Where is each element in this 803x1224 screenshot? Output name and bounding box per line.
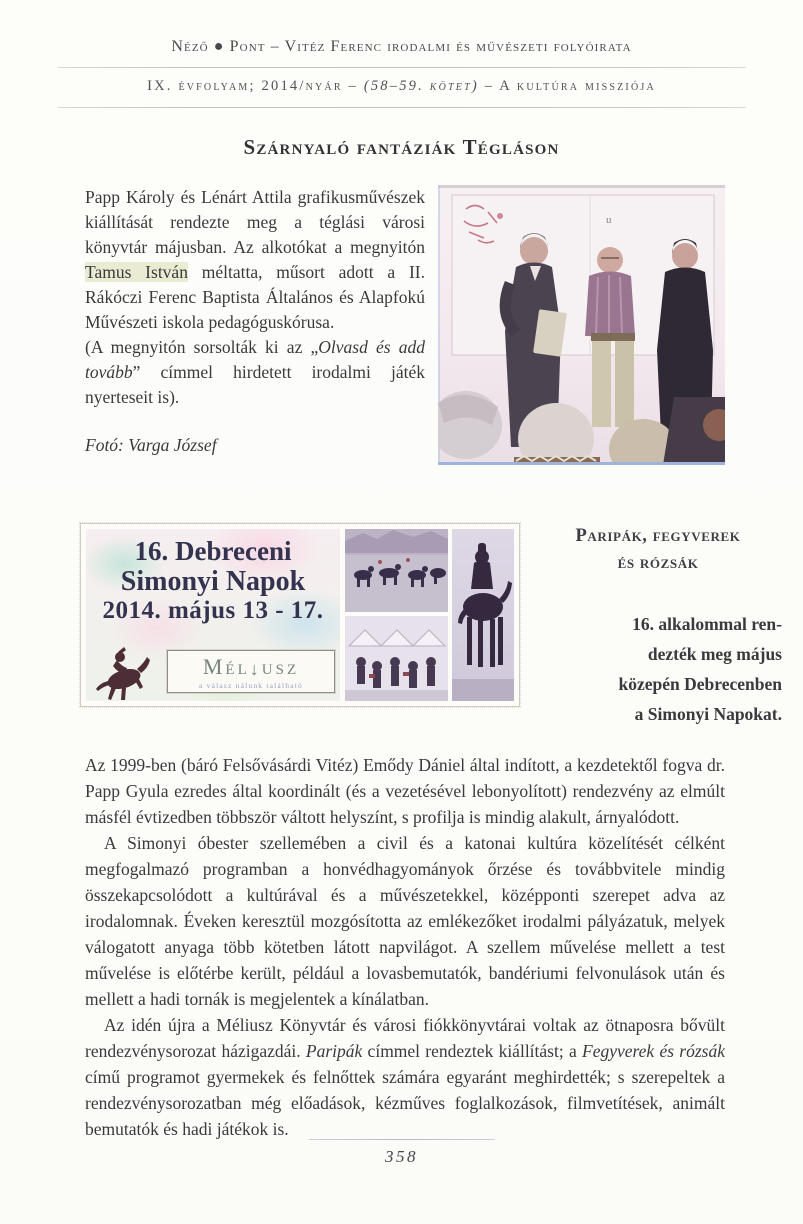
- article1-title: Szárnyaló fantáziák Tégláson: [243, 135, 560, 159]
- hussar-horseman-icon: [90, 645, 156, 701]
- page-footer: [0, 1139, 803, 1167]
- meliusz-arrow-icon: ↓: [249, 658, 262, 679]
- svg-text:u: u: [606, 214, 612, 226]
- journal-title: Néző ● Pont – Vitéz Ferenc irodalmi és művészeti folyóirata: [171, 38, 632, 55]
- meliusz-tagline: a válasz nálunk található: [199, 680, 303, 690]
- article2-paragraph-2: A Simonyi óbester szellemében a civil és a katonai kultúra közelítését célként megfogalmazó programban a honvédhagyományok őrzése és továbbvitele mindig összekapcsolódott a kultúrával és a művészetekkel, középponti szerepet adva az irodalomnak. Éveken keresztül mozgósította az emlékezőket irodalmi pályázatuk, melyek válogatott anyaga több kötetben látott napvilágot. A szellem művelése mellett a test művelése is előtérbe került, például a lovasbemutatók, bandériumi felvonulások után és mellett a hadi tornák is megjelentek a kínálatban.: [85, 832, 725, 1009]
- page-number: 358: [385, 1147, 418, 1166]
- exhibition-photo-illustration: [438, 185, 725, 465]
- article2-paragraph-1: Az 1999-ben (báró Felsővásárdi Vitéz) Emődy Dániel által indított, a kezdetektől fogva dr. Papp Gyula ezredes által koordinált (és a vezetésével lebonyolított) rendezvény az elmúlt másfél évtizedben többször váltott helyszínt, s profilja is mindig alakult, árnyalódott.: [85, 754, 725, 827]
- article1-paragraph-1: Papp Károly és Lénárt Attila grafikusművészek kiállítását rendezte meg a téglási városi könyvtár májusban. Az alkotókat a megnyitón Tamus István méltatta, műsort adott a II. Rákóczi Ferenc Baptista Általános és Alapfokú Művészeti iskola pedagóguskórusa.: [85, 187, 426, 332]
- banner-line-3: 2014. május 13 - 17.: [102, 597, 324, 625]
- banner-photo-camp: [345, 616, 448, 701]
- banner-line-2: Simonyi Napok: [120, 565, 306, 597]
- masthead-rule-bottom: [58, 107, 746, 108]
- article2-head-column: [534, 523, 782, 729]
- article2-title-line-2: és rózsák: [617, 552, 699, 573]
- banner-photo-horseman: [452, 529, 514, 701]
- meliusz-logo: [167, 650, 335, 693]
- issue-line: IX. évfolyam; 2014/nyár – (58–59. kötet) – A kultúra missziója: [147, 78, 656, 94]
- article2-title: [534, 523, 782, 577]
- simonyi-napok-banner: [80, 523, 520, 707]
- article2-lede: 16. alkalommal ren- dezték meg május közepén Debrecenben a Simonyi Napokat.: [618, 613, 782, 724]
- meliusz-logo-left: Mél: [202, 653, 250, 679]
- exhibition-opening-photo: [438, 185, 725, 465]
- article2-paragraph-3: Az idén újra a Méliusz Könyvtár és városi fiókkönyvtárai voltak az ötnaposra bővült rendezvénysorozat házigazdái. Paripák címmel rendeztek kiállítást; a Fegyverek és rózsák című programot gyermekek és felnőttek számára egyaránt meghirdették; s szerepeltek a rendezvénysorozatban még előadások, kézműves foglalkozások, filmvetítések, animált bemutatók és hadi játékok is.: [85, 1014, 726, 1139]
- banner-photo-parade: [345, 529, 448, 612]
- masthead-rule-top: [58, 67, 746, 68]
- banner-photo-grid: [345, 529, 514, 701]
- meliusz-logo-right: usz: [261, 653, 300, 679]
- banner-and-article2-head: [80, 523, 782, 729]
- article1-paragraph-2: (A megnyitón sorsolták ki az „Olvasd és add tovább” címmel hirdetett irodalmi játék nyerteseit is).: [85, 337, 425, 407]
- article2-body: [85, 752, 725, 1142]
- banner-title-panel: [86, 529, 340, 701]
- footer-rule: [309, 1139, 495, 1140]
- photo-credit: Fotó: Varga József: [85, 435, 217, 455]
- article1-body: [85, 185, 725, 476]
- banner-line-1: 16. Debreceni: [134, 535, 292, 566]
- masthead: [0, 38, 803, 108]
- article1-text-column: [85, 185, 425, 476]
- article2-title-line-1: Paripák, fegyverek: [575, 525, 741, 546]
